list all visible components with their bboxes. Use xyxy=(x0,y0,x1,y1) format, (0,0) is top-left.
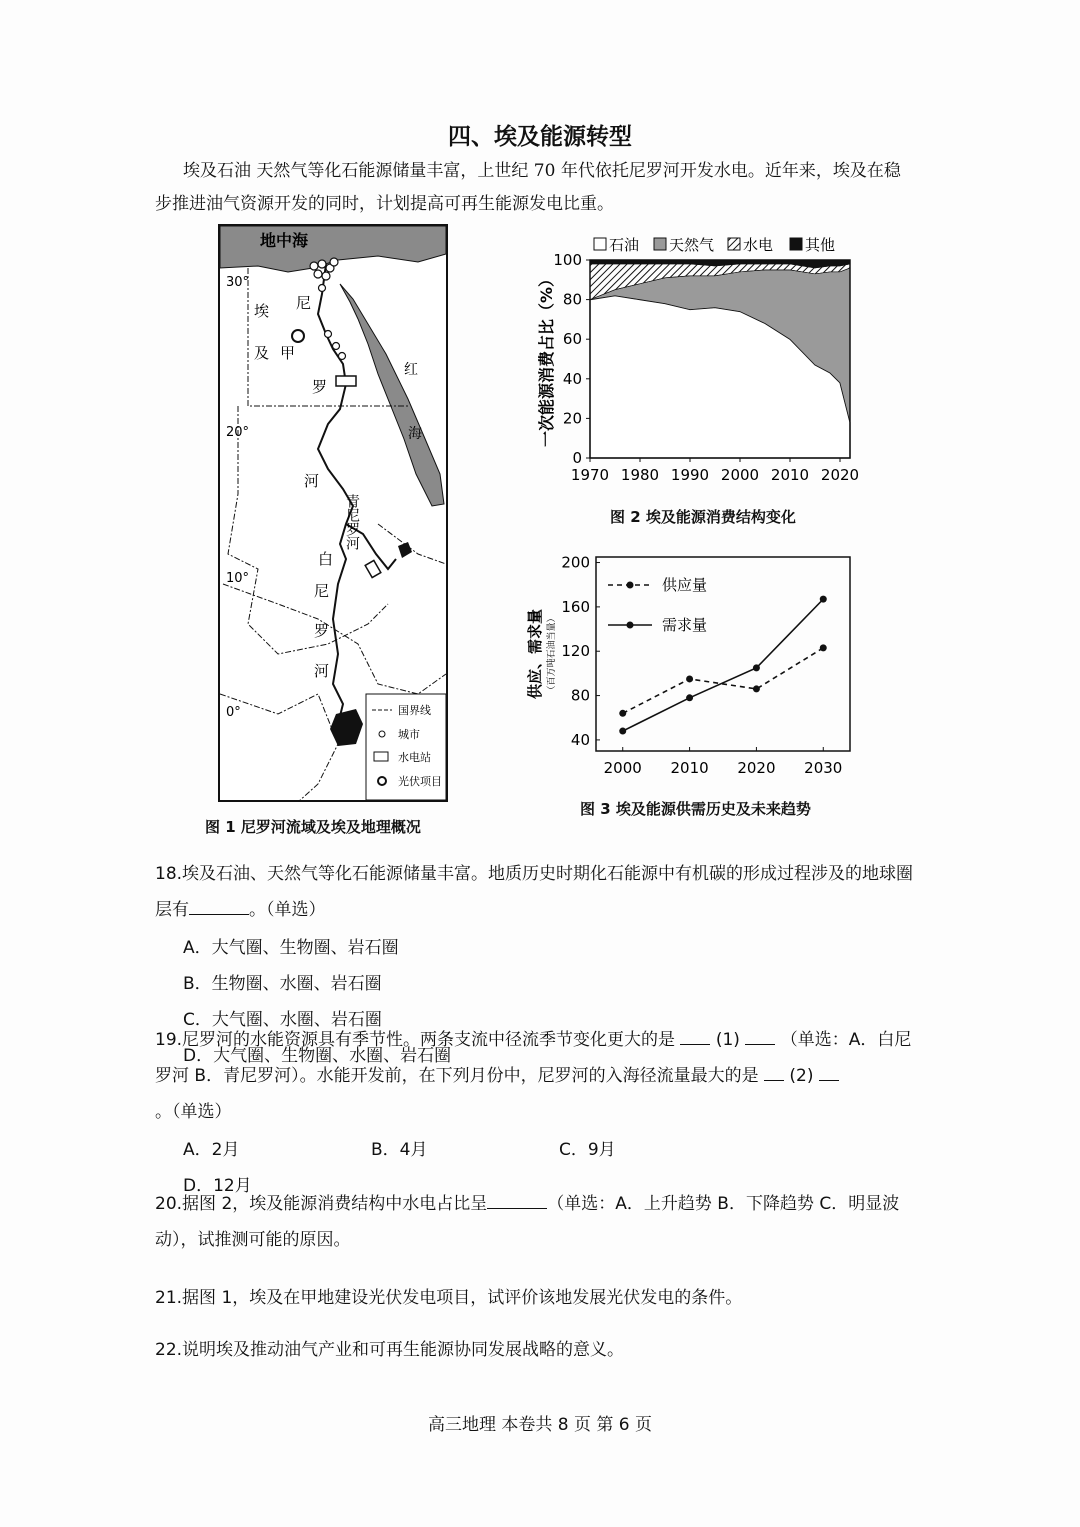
q19-text-c: 。（单选） xyxy=(155,1102,232,1122)
fig2-legend-swatch xyxy=(728,238,740,250)
legend-city: 城市 xyxy=(398,728,420,741)
label-nile-1: 尼 xyxy=(296,294,312,312)
label-egypt-2: 及 xyxy=(254,344,270,362)
fig2-y-tick-label: 40 xyxy=(562,369,582,388)
fig2-legend-swatch xyxy=(594,238,606,250)
point-供应量 xyxy=(753,685,760,692)
label-lat10: 10° xyxy=(226,571,250,586)
label-white-4: 河 xyxy=(314,662,330,680)
label-egypt-1: 埃 xyxy=(254,302,270,320)
q20-text-a: 20.据图 2，埃及能源消费结构中水电占比呈 xyxy=(155,1194,488,1214)
fig3-y-tick-label: 200 xyxy=(561,555,590,572)
fig2-x-tick-label: 1980 xyxy=(620,466,660,484)
q18-option-b[interactable]: B．生物圈、水圈、岩石圈 xyxy=(183,974,382,994)
q19-mark-1: (1) xyxy=(715,1030,740,1050)
q20-blank[interactable] xyxy=(487,1190,547,1209)
fig2-y-tick-label: 100 xyxy=(553,251,582,269)
fig2-y-tick-label: 20 xyxy=(562,409,582,428)
point-需求量 xyxy=(619,728,626,735)
fig2-x-tick-label: 1990 xyxy=(670,466,710,484)
q19-option-d[interactable]: D．12月 xyxy=(183,1176,252,1196)
q18-blank[interactable] xyxy=(189,896,249,915)
q19-blank-1a[interactable] xyxy=(680,1026,710,1045)
fig2-legend-label: 水电 xyxy=(743,236,774,254)
map-legend xyxy=(366,694,446,800)
q19-text-a: 19.尼罗河的水能资源具有季节性。两条支流中径流季节变化更大的是 xyxy=(155,1030,676,1050)
section-title: 四、埃及能源转型 xyxy=(448,123,632,150)
q18-option-c[interactable]: C．大气圈、水圈、岩石圈 xyxy=(183,1010,382,1030)
point-需求量 xyxy=(753,664,760,671)
fig2-legend-label: 石油 xyxy=(609,236,640,254)
point-需求量 xyxy=(820,596,827,603)
fig3-x-tick-label: 2020 xyxy=(737,759,776,777)
fig3-x-tick-label: 2000 xyxy=(603,759,642,777)
fig3-y-tick-label: 120 xyxy=(561,642,590,661)
point-供应量 xyxy=(619,710,626,717)
label-nile-3: 河 xyxy=(304,472,320,490)
label-lat0: 0° xyxy=(226,705,241,720)
label-mediterranean: 地中海 xyxy=(260,231,309,250)
label-nile-2: 罗 xyxy=(312,378,328,396)
q19-option-c[interactable]: C．9月 xyxy=(559,1140,616,1160)
question-22: 22.说明埃及推动油气产业和可再生能源协同发展战略的意义。 xyxy=(155,1340,625,1360)
q18-text: 18.埃及石油、天然气等化石能源储量丰富。地质历史时期化石能源中有机碳的形成过程涉及的地球圈层有 xyxy=(155,864,914,920)
question-20 xyxy=(155,1186,915,1258)
q19-mark-2: (2) xyxy=(789,1066,814,1086)
q18-option-a[interactable]: A．大气圈、生物圈、岩石圈 xyxy=(183,938,399,958)
fig2-legend-swatch xyxy=(654,238,666,250)
question-21: 21.据图 1，埃及在甲地建设光伏发电项目，试评价该地发展光伏发电的条件。 xyxy=(155,1288,743,1308)
q19-blank-2a[interactable] xyxy=(764,1062,784,1081)
q18-suffix: 。（单选） xyxy=(249,900,326,920)
fig3-supply-demand-chart xyxy=(520,555,860,785)
label-blue-nile: 青尼罗河 xyxy=(344,494,360,550)
fig3-y-tick-label: 80 xyxy=(570,686,590,705)
q19-option-b[interactable]: B．4月 xyxy=(371,1140,428,1160)
label-white-3: 罗 xyxy=(314,622,330,640)
series-line-需求量 xyxy=(623,599,824,731)
fig3-x-tick-label: 2010 xyxy=(670,759,709,777)
q20-text-b: （单选：A．上升趋势 B．下降趋势 C．明显波动），试推测可能的原因。 xyxy=(155,1194,900,1250)
fig2-y-axis-label: 一次能源消费占比（%） xyxy=(537,270,556,448)
point-供应量 xyxy=(686,675,693,682)
fig1-caption: 图 1 尼罗河流域及埃及地理概况 xyxy=(205,818,421,836)
fig2-x-tick-label: 2020 xyxy=(820,466,860,484)
fig2-y-tick-label: 60 xyxy=(562,330,582,349)
fig2-energy-structure-chart xyxy=(528,228,868,490)
fig2-y-tick-label: 0 xyxy=(572,449,582,467)
legend-pv: 光伏项目 xyxy=(398,775,442,788)
fig2-x-tick-label: 1970 xyxy=(570,466,610,484)
fig2-x-tick-label: 2000 xyxy=(720,466,760,484)
fig2-legend-swatch xyxy=(790,238,802,250)
fig3-legend-label: 需求量 xyxy=(662,616,708,634)
q19-text-b: （单选：A．白尼罗河 B．青尼罗河）。水能开发前，在下列月份中，尼罗河的入海径流量最大的是 xyxy=(155,1030,912,1086)
fig3-x-tick-label: 2030 xyxy=(804,759,843,777)
fig3-y-axis-unit: （百万吨石油当量） xyxy=(547,613,557,695)
q19-option-a[interactable]: A．2月 xyxy=(183,1140,240,1160)
label-lat20: 20° xyxy=(226,425,250,440)
fig2-y-tick-label: 80 xyxy=(562,290,582,309)
fig2-caption: 图 2 埃及能源消费结构变化 xyxy=(610,508,796,526)
q18-option-d[interactable]: D．大气圈、生物圈、水圈、岩石圈 xyxy=(183,1046,452,1066)
legend-hydro: 水电站 xyxy=(398,751,431,764)
label-red-sea-1: 红 xyxy=(404,362,418,378)
fig3-legend-marker xyxy=(627,622,634,629)
fig3-legend-label: 供应量 xyxy=(662,576,708,594)
fig3-y-axis-label: 供应、需求量 xyxy=(526,608,544,700)
label-red-sea-2: 海 xyxy=(408,426,422,442)
fig2-legend-label: 天然气 xyxy=(669,236,715,254)
q19-blank-1b[interactable] xyxy=(745,1026,775,1045)
nile-map xyxy=(218,224,448,802)
fig3-y-tick-label: 40 xyxy=(570,730,590,749)
question-19 xyxy=(155,1022,915,1204)
label-white-2: 尼 xyxy=(314,582,330,600)
fig3-legend-marker xyxy=(627,582,634,589)
q19-blank-2b[interactable] xyxy=(819,1062,839,1081)
fig2-x-tick-label: 2010 xyxy=(770,466,810,484)
point-供应量 xyxy=(820,644,827,651)
fig2-legend-label: 其他 xyxy=(805,236,836,254)
page-footer: 高三地理 本卷共 8 页 第 6 页 xyxy=(427,1415,653,1435)
fig3-caption: 图 3 埃及能源供需历史及未来趋势 xyxy=(580,800,811,818)
label-lat30: 30° xyxy=(226,275,250,290)
fig3-y-tick-label: 160 xyxy=(561,597,590,616)
series-line-供应量 xyxy=(623,648,824,713)
label-jia: 甲 xyxy=(280,344,296,362)
label-white-1: 白 xyxy=(318,550,334,568)
point-需求量 xyxy=(686,694,693,701)
legend-border: 国界线 xyxy=(398,704,431,717)
intro-paragraph: 埃及石油 天然气等化石能源储量丰富，上世纪 70 年代依托尼罗河开发水电。近年来，埃及在稳步推进油气资源开发的同时，计划提高可再生能源发电比重。 xyxy=(155,161,901,214)
